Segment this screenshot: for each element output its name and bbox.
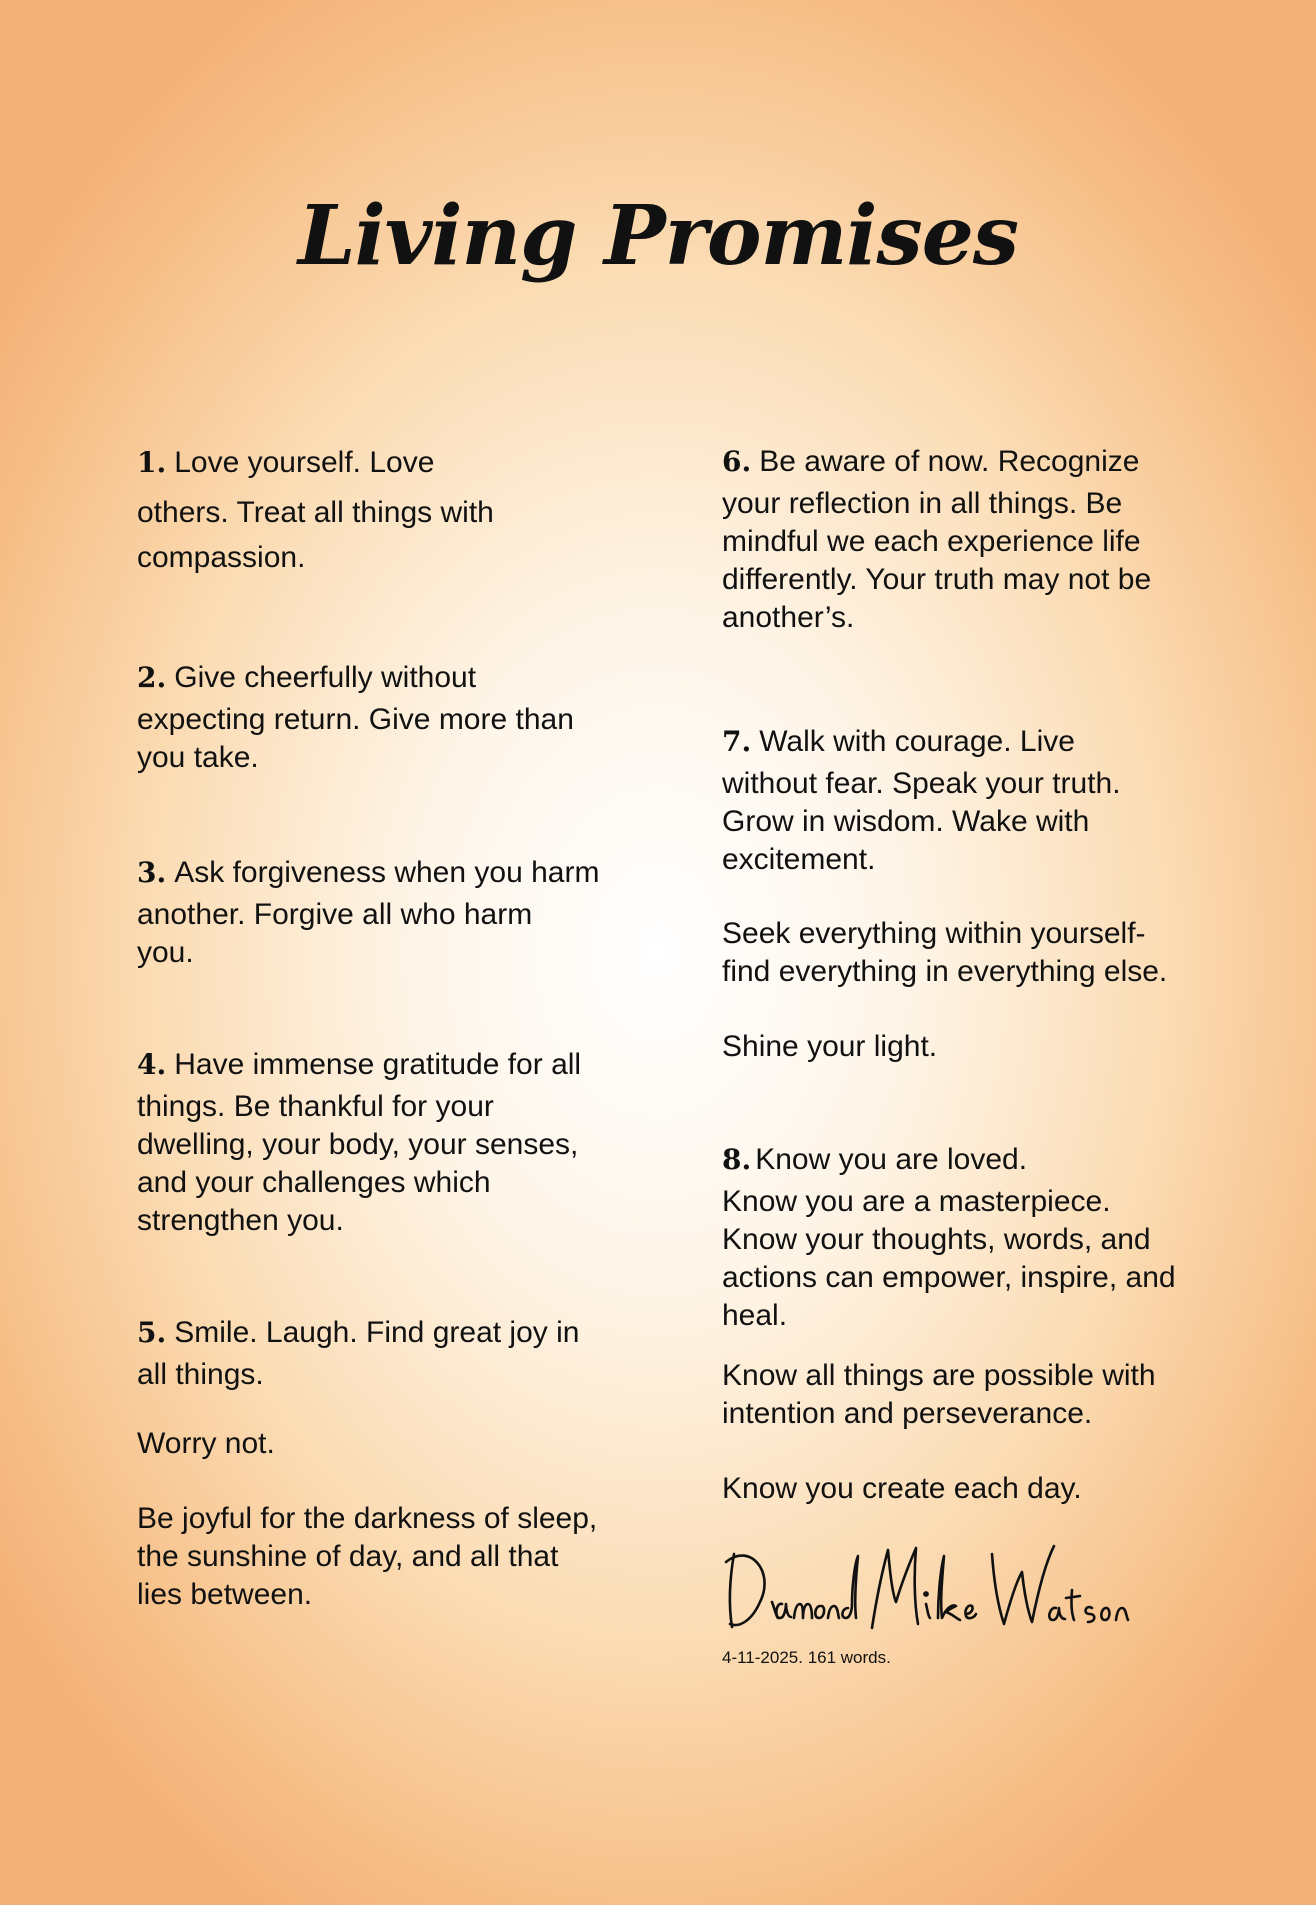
promise-line: differently. Your truth may not be: [722, 563, 1152, 596]
promise-number: 2.: [137, 661, 167, 694]
promise-line: intention and perseverance.: [722, 1397, 1093, 1430]
promise-number: 5.: [137, 1316, 167, 1349]
promise-line: Know you create each day.: [722, 1472, 1082, 1505]
promise-line: Give cheerfully without: [174, 661, 477, 694]
promise-line: Know your thoughts, words, and: [722, 1223, 1151, 1256]
promise-2: [137, 659, 677, 777]
promise-3: [137, 854, 677, 972]
promise-line: Be joyful for the darkness of sleep,: [137, 1502, 598, 1535]
promise-line: Love yourself. Love: [174, 446, 435, 479]
promise-line: strengthen you.: [137, 1204, 344, 1237]
promise-line: excitement.: [722, 843, 876, 876]
promise-line: Grow in wisdom. Wake with: [722, 805, 1090, 838]
promise-number: 1.: [137, 446, 167, 479]
promise-number: 7.: [722, 725, 752, 758]
promise-line: and your challenges which: [137, 1166, 491, 1199]
promise-line: Smile. Laugh. Find great joy in: [174, 1316, 580, 1349]
promise-line: heal.: [722, 1299, 788, 1332]
promise-line: Know you are loved.: [755, 1143, 1028, 1176]
page-title: Living Promises: [297, 188, 1019, 284]
promise-1: [137, 444, 677, 577]
promise-number: 8.: [722, 1143, 752, 1176]
promise-line: find everything in everything else.: [722, 955, 1168, 988]
promise-line: another’s.: [722, 601, 855, 634]
promise-line: you take.: [137, 741, 259, 774]
promise-line: compassion.: [137, 541, 306, 574]
promise-line: mindful we each experience life: [722, 525, 1141, 558]
promise-line: Worry not.: [137, 1427, 275, 1460]
promise-line: you.: [137, 936, 194, 969]
footer-date-wordcount: 4-11-2025. 161 words.: [722, 1648, 891, 1667]
promise-line: dwelling, your body, your senses,: [137, 1128, 579, 1161]
promise-7: [722, 723, 1242, 1066]
promise-line: actions can empower, inspire, and: [722, 1261, 1176, 1294]
promise-line: Seek everything within yourself-: [722, 917, 1146, 950]
promise-line: lies between.: [137, 1578, 313, 1611]
promise-number: 6.: [722, 445, 752, 478]
promise-line: things. Be thankful for your: [137, 1090, 494, 1123]
promise-line: Know you are a masterpiece.: [722, 1185, 1111, 1218]
promise-8: [722, 1141, 1242, 1508]
promise-line: without fear. Speak your truth.: [722, 767, 1121, 800]
promise-4: [137, 1046, 677, 1240]
promise-5: [137, 1314, 677, 1614]
promise-number: 3.: [137, 856, 167, 889]
promise-line: Be aware of now. Recognize: [759, 445, 1140, 478]
promise-number: 4.: [137, 1048, 167, 1081]
promise-line: all things.: [137, 1358, 264, 1391]
promise-line: Shine your light.: [722, 1030, 938, 1063]
signature: [720, 1532, 1140, 1642]
promise-line: Know all things are possible with: [722, 1359, 1156, 1392]
promise-line: the sunshine of day, and all that: [137, 1540, 559, 1573]
promise-line: another. Forgive all who harm: [137, 898, 533, 931]
promise-6: [722, 443, 1242, 637]
promise-line: Walk with courage. Live: [759, 725, 1075, 758]
promise-line: expecting return. Give more than: [137, 703, 574, 736]
promise-line: Ask forgiveness when you harm: [174, 856, 600, 889]
promise-line: others. Treat all things with: [137, 496, 494, 529]
promise-line: Have immense gratitude for all: [174, 1048, 582, 1081]
promise-line: your reflection in all things. Be: [722, 487, 1123, 520]
